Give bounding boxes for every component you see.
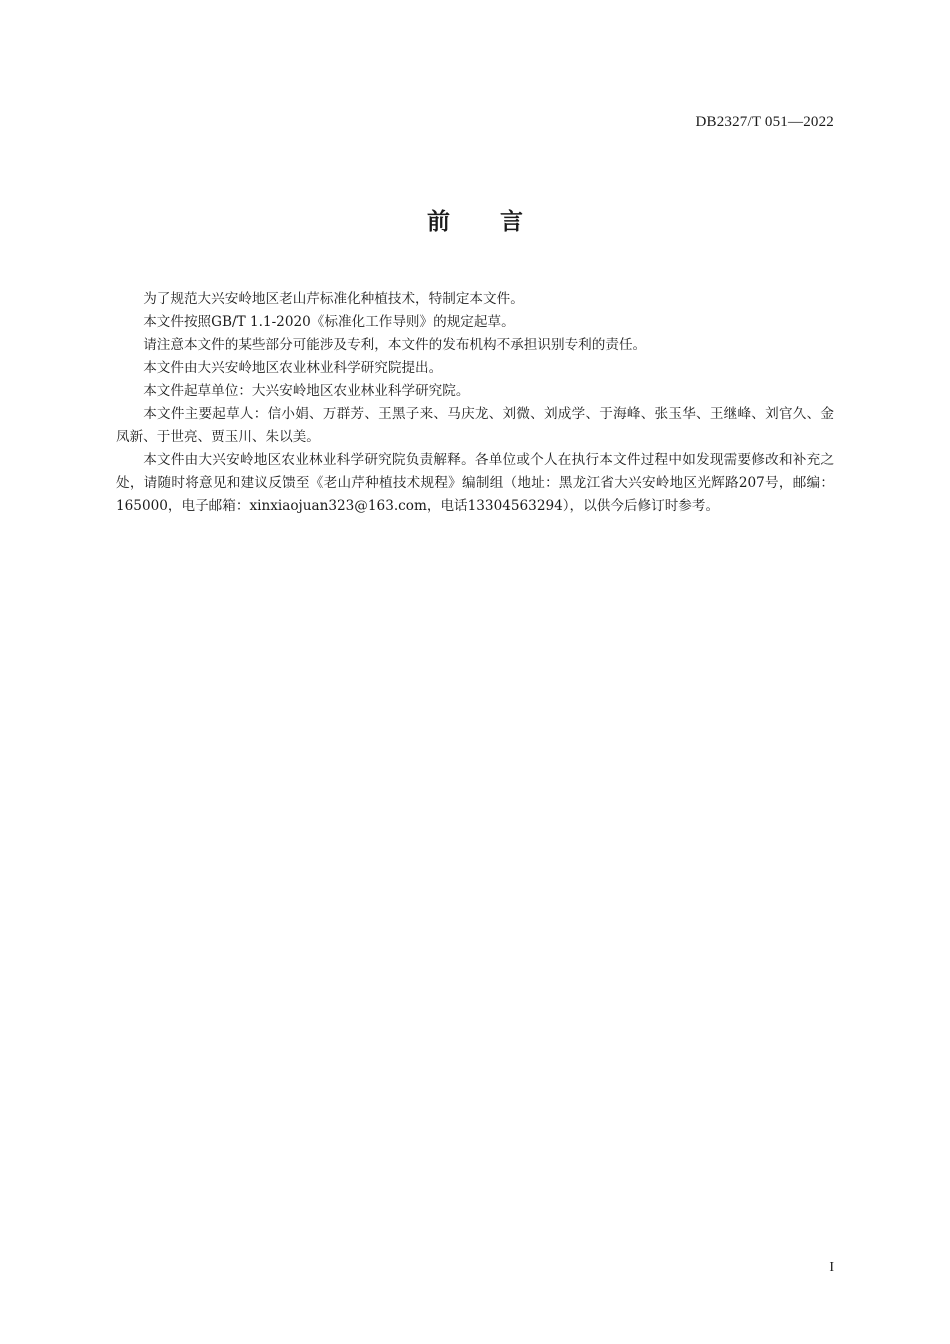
paragraph-drafting-rules: 本文件按照GB/T 1.1-2020《标准化工作导则》的规定起草。 [143,314,515,330]
document-code: DB2327/T 051—2022 [695,114,834,130]
paragraph-interpretation-contact: 本文件由大兴安岭地区农业林业科学研究院负责解释。各单位或个人在执行本文件过程中如发现需要修改和补充之处，请随时将意见和建议反馈至《老山芹种植技术规程》编制组（地址：黑龙江省大兴安岭地区光辉路207号，邮编：165000，电子邮箱：xinxiaojuan323@163.com，电话13304563294），以供今后修订时参考。 [116,452,834,514]
foreword-body [116,288,834,518]
paragraph-drafters: 本文件主要起草人：信小娟、万群芳、王黑子来、马庆龙、刘微、刘成学、于海峰、张玉华、王继峰、刘官久、金凤新、于世亮、贾玉川、朱以美。 [116,406,834,445]
page-number: I [829,1260,834,1275]
paragraph-purpose: 为了规范大兴安岭地区老山芹标准化种植技术，特制定本文件。 [143,291,524,307]
paragraph-patent-notice: 请注意本文件的某些部分可能涉及专利，本文件的发布机构不承担识别专利的责任。 [143,337,647,353]
paragraph-drafting-unit: 本文件起草单位：大兴安岭地区农业林业科学研究院。 [143,383,470,399]
paragraph-proposer: 本文件由大兴安岭地区农业林业科学研究院提出。 [143,360,443,376]
page-title: 前言 [427,209,573,235]
